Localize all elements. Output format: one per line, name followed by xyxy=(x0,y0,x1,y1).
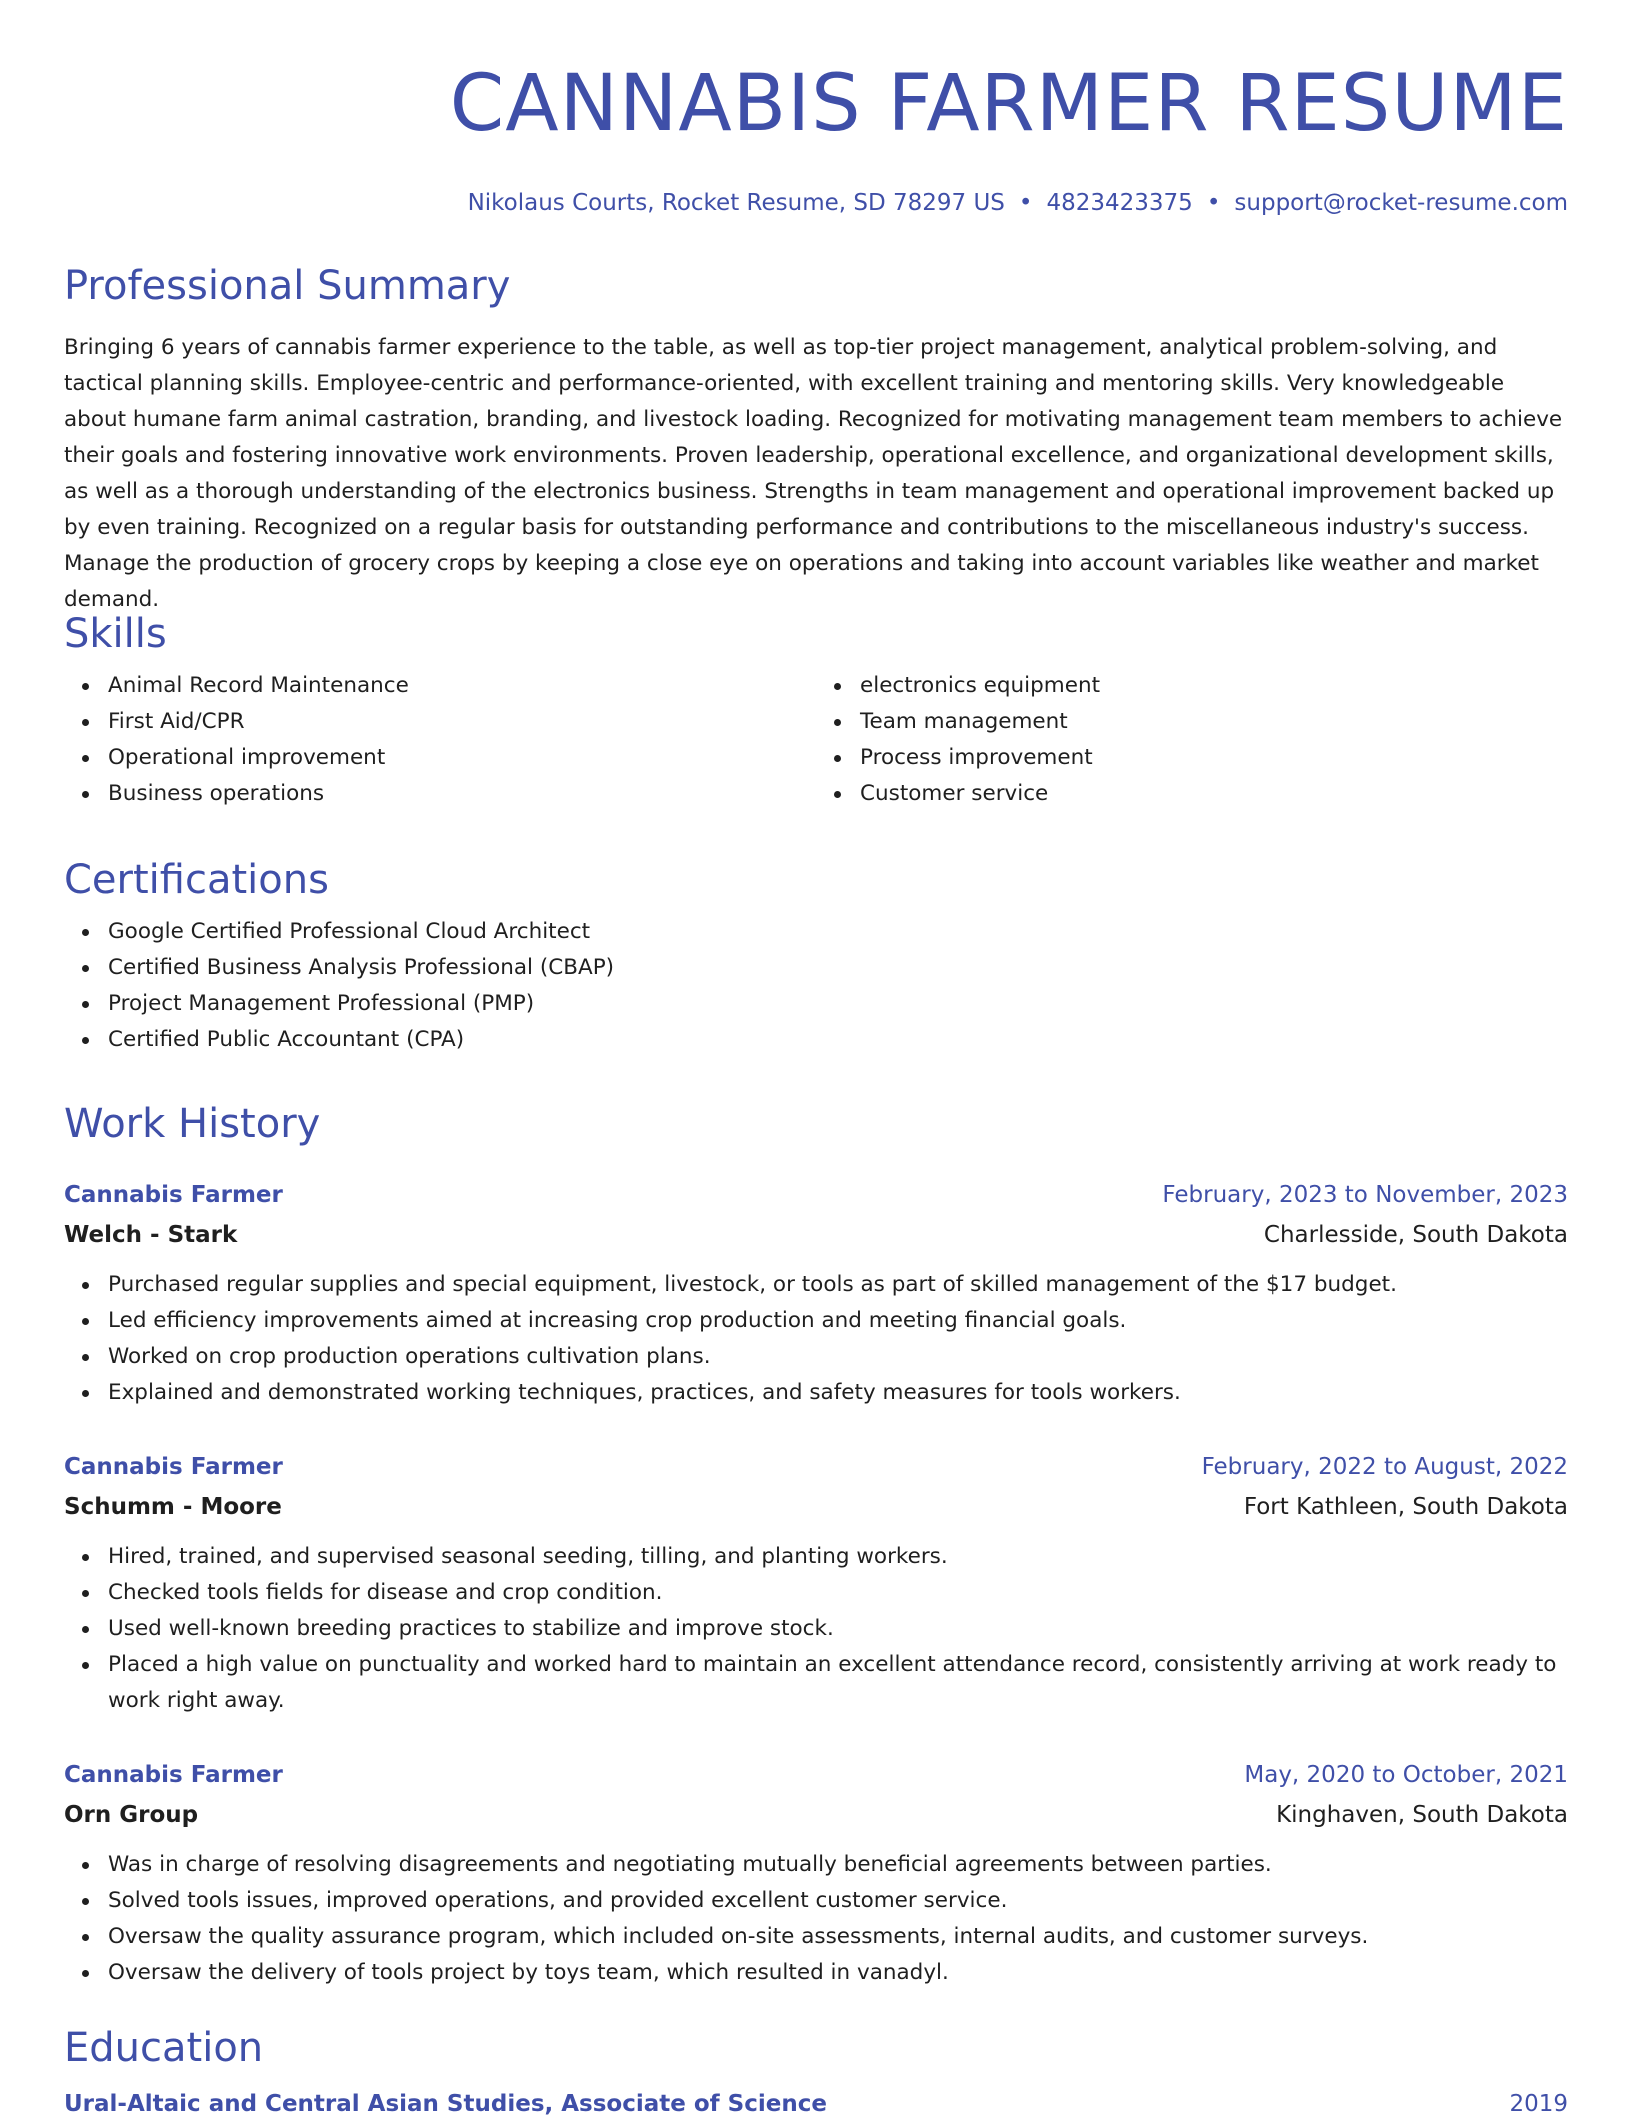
certifications-list xyxy=(64,914,1568,1058)
contact-phone: 4823423375 xyxy=(1046,190,1193,216)
job-header xyxy=(64,1177,1568,1213)
job-dates: May, 2020 to October, 2021 xyxy=(1244,1762,1568,1788)
certifications-section xyxy=(64,856,1568,1058)
skill-item: Business operations xyxy=(108,776,816,812)
job-bullet: Checked tools fields for disease and crop condition. xyxy=(108,1575,1568,1611)
education-heading: Education xyxy=(64,2025,264,2071)
job-bullet: Was in charge of resolving disagreements and negotiating mutually beneficial agreements between parties. xyxy=(108,1847,1568,1883)
job-title: Cannabis Farmer xyxy=(64,1454,283,1480)
job-bullet: Hired, trained, and supervised seasonal seeding, tilling, and planting workers. xyxy=(108,1539,1568,1575)
certification-item: Certified Public Accountant (CPA) xyxy=(108,1022,1568,1058)
job-entry xyxy=(64,1757,1568,1991)
job-bullet: Used well-known breeding practices to stabilize and improve stock. xyxy=(108,1611,1568,1647)
skills-list-right xyxy=(816,668,1568,812)
job-bullet: Worked on crop production operations cultivation plans. xyxy=(108,1339,1568,1375)
job-bullet: Led efficiency improvements aimed at increasing crop production and meeting financial goals. xyxy=(108,1303,1568,1339)
job-dates: February, 2022 to August, 2022 xyxy=(1201,1454,1568,1480)
job-bullet: Placed a high value on punctuality and worked hard to maintain an excellent attendance record, consistently arriving at work ready to work right away. xyxy=(108,1647,1568,1719)
contact-separator: • xyxy=(1206,190,1221,216)
job-location: Kinghaven, South Dakota xyxy=(1276,1802,1568,1828)
job-subheader xyxy=(64,1489,1568,1525)
job-entry xyxy=(64,1177,1568,1411)
job-company: Welch - Stark xyxy=(64,1222,238,1248)
job-entry xyxy=(64,1449,1568,1719)
resume-page xyxy=(64,0,1568,2117)
job-bullet: Explained and demonstrated working techniques, practices, and safety measures for tools workers. xyxy=(108,1375,1568,1411)
contact-email[interactable]: support@rocket-resume.com xyxy=(1234,190,1568,216)
job-dates: February, 2023 to November, 2023 xyxy=(1162,1182,1568,1208)
skill-item: Process improvement xyxy=(860,740,1568,776)
skill-item: First Aid/CPR xyxy=(108,704,816,740)
job-bullet: Purchased regular supplies and special equipment, livestock, or tools as part of skilled management of the $17 budget. xyxy=(108,1267,1568,1303)
job-company: Schumm - Moore xyxy=(64,1494,282,1520)
skill-item: Operational improvement xyxy=(108,740,816,776)
certification-item: Project Management Professional (PMP) xyxy=(108,986,1568,1022)
contact-line xyxy=(64,188,1568,218)
job-subheader xyxy=(64,1797,1568,1833)
skills-grid xyxy=(64,668,1568,812)
work-history-heading: Work History xyxy=(64,1101,321,1147)
job-bullet: Solved tools issues, improved operations, and provided excellent customer service. xyxy=(108,1883,1568,1919)
summary-heading: Professional Summary xyxy=(64,263,511,309)
job-bullets xyxy=(64,1847,1568,1991)
contact-address: Nikolaus Courts, Rocket Resume, SD 78297 US xyxy=(467,190,1005,216)
contact-separator: • xyxy=(1018,190,1033,216)
job-title: Cannabis Farmer xyxy=(64,1182,283,1208)
job-location: Charlesside, South Dakota xyxy=(1263,1222,1568,1248)
summary-section xyxy=(64,262,1568,618)
job-bullets xyxy=(64,1267,1568,1411)
job-bullet: Oversaw the delivery of tools project by toys team, which resulted in vanadyl. xyxy=(108,1955,1568,1991)
resume-title: CANNABIS FARMER RESUME xyxy=(449,59,1568,149)
job-bullets xyxy=(64,1539,1568,1719)
skill-item: Customer service xyxy=(860,776,1568,812)
education-section xyxy=(64,2024,1568,2122)
job-company: Orn Group xyxy=(64,1802,199,1828)
education-entry xyxy=(64,2086,1568,2122)
education-degree: Ural-Altaic and Central Asian Studies, Associate of Science xyxy=(64,2091,827,2117)
summary-text: Bringing 6 years of cannabis farmer experience to the table, as well as top-tier project management, analytical problem-solving, and tactical planning skills. Employee-centric and performance-oriented, with excellent training and mentoring skills. Very knowledgeable about humane farm animal castration, branding, and livestock loading. Recognized for motivating management team members to achieve their goals and fostering innovative work environments. Proven leadership, operational excellence, and organizational development skills, as well as a thorough understanding of the electronics business. Strengths in team management and operational improvement backed up by even training. Recognized on a regular basis for outstanding performance and contributions to the miscellaneous industry's success. Manage the production of grocery crops by keeping a close eye on operations and taking into account variables like weather and market demand. xyxy=(64,335,1563,612)
job-title: Cannabis Farmer xyxy=(64,1762,283,1788)
job-subheader xyxy=(64,1217,1568,1253)
job-bullet: Oversaw the quality assurance program, which included on-site assessments, internal audits, and customer surveys. xyxy=(108,1919,1568,1955)
job-location: Fort Kathleen, South Dakota xyxy=(1243,1494,1568,1520)
skills-list-left xyxy=(64,668,816,812)
skills-heading: Skills xyxy=(64,611,167,657)
job-header xyxy=(64,1757,1568,1793)
skill-item: Team management xyxy=(860,704,1568,740)
skill-item: Animal Record Maintenance xyxy=(108,668,816,704)
job-header xyxy=(64,1449,1568,1485)
certifications-heading: Certifications xyxy=(64,857,329,903)
skills-section xyxy=(64,610,1568,812)
work-history-section xyxy=(64,1100,1568,1148)
education-year: 2019 xyxy=(1509,2091,1568,2117)
certification-item: Certified Business Analysis Professional (CBAP) xyxy=(108,950,1568,986)
certification-item: Google Certified Professional Cloud Architect xyxy=(108,914,1568,950)
skill-item: electronics equipment xyxy=(860,668,1568,704)
